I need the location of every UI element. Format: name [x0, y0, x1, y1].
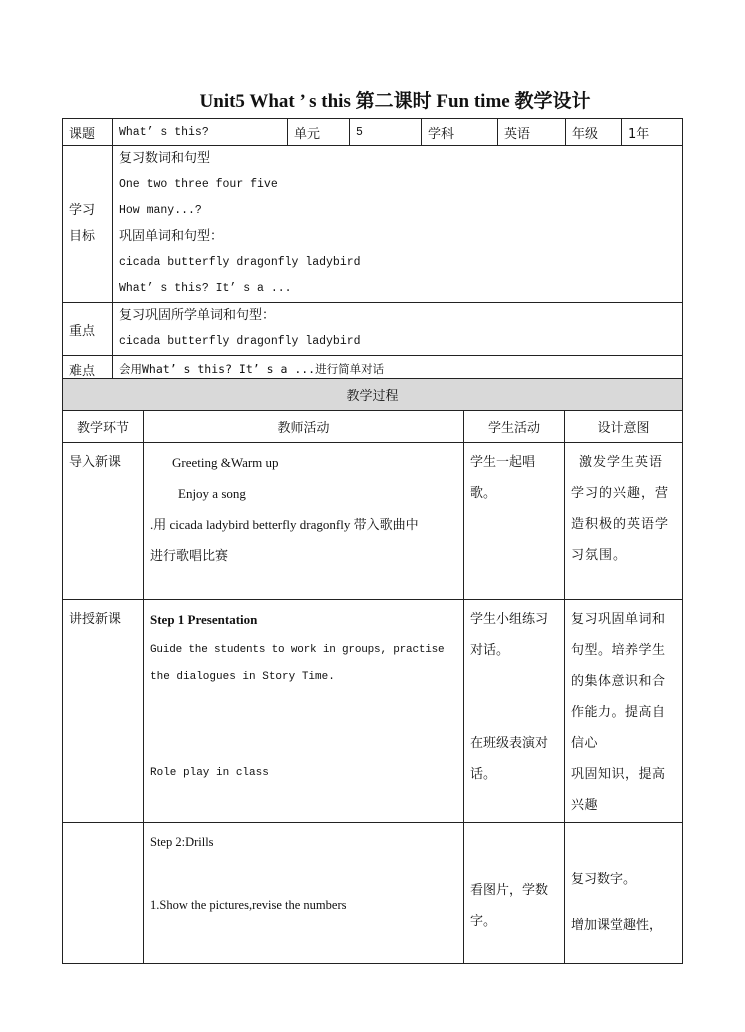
step-title: Step 2:Drills: [150, 835, 214, 849]
key-point-line: cicada butterfly dragonfly ladybird: [119, 335, 361, 348]
goal-line: 复习数词和句型: [119, 151, 211, 166]
intent-cell: [565, 443, 683, 600]
difficulty-label: 难点: [63, 356, 113, 383]
teacher-line: 进行歌唱比赛: [150, 548, 229, 563]
student-cell: [464, 600, 565, 823]
header-student: 学生活动: [464, 411, 565, 443]
subject-value: 英语: [498, 119, 566, 146]
intent-line: 作能力。提高自: [571, 705, 666, 720]
teacher-line: Greeting &Warm up: [172, 455, 279, 470]
info-row: [63, 119, 683, 146]
key-points-row: [63, 303, 683, 356]
grade-value: 1年: [622, 119, 683, 146]
process-row-teaching: [63, 600, 683, 823]
process-banner: 教学过程: [63, 379, 683, 411]
student-line: 字。: [470, 914, 497, 929]
student-line: 对话。: [470, 643, 510, 658]
teacher-line: Guide the students to work in groups, practise: [150, 644, 445, 656]
grade-label: 年级: [566, 119, 622, 146]
header-stage: 教学环节: [63, 411, 144, 443]
teacher-line: the dialogues in Story Time.: [150, 671, 335, 683]
intent-line: 复习数字。: [571, 872, 637, 887]
goals-label-line-2: 目标: [69, 229, 96, 244]
teacher-line: 1.Show the pictures,revise the numbers: [150, 898, 347, 912]
intent-line: 复习巩固单词和: [571, 612, 666, 627]
process-table: [62, 378, 683, 964]
key-points-content: [113, 303, 683, 356]
goal-line: 巩固单词和句型：: [119, 229, 224, 244]
header-teacher: 教师活动: [144, 411, 464, 443]
unit-label: 单元: [288, 119, 350, 146]
intent-line: 句型。培养学生: [571, 643, 666, 658]
student-line: 看图片，学数: [470, 883, 549, 898]
student-line: 在班级表演对: [470, 736, 549, 751]
topic-label: 课题: [63, 119, 113, 146]
intent-line: 增加课堂趣性，: [571, 918, 663, 933]
process-banner-row: [63, 379, 683, 411]
process-row-drills: [63, 823, 683, 964]
intent-cell: [565, 600, 683, 823]
teacher-cell: [144, 443, 464, 600]
intent-line: 激发学生英语: [579, 455, 664, 470]
step-title: Step 1 Presentation: [150, 612, 258, 627]
teacher-line: Enjoy a song: [178, 486, 246, 501]
goals-label: [63, 146, 113, 303]
stage-cell: [63, 823, 144, 964]
goals-label-line-1: 学习: [69, 203, 96, 218]
stage-cell: 讲授新课: [63, 600, 144, 823]
process-row-intro: [63, 443, 683, 600]
goal-line: How many...?: [119, 204, 202, 217]
student-line: 学生小组练习: [470, 612, 549, 627]
teacher-cell: [144, 823, 464, 964]
intent-line: 兴趣: [571, 798, 599, 813]
info-table: [62, 118, 683, 383]
header-intent: 设计意图: [565, 411, 683, 443]
goals-content: [113, 146, 683, 303]
difficulty-content: 会用What’ s this? It’ s a ...进行简单对话: [113, 356, 683, 383]
student-line: 话。: [470, 767, 497, 782]
intent-line: 造积极的英语学: [571, 517, 670, 532]
intent-line: 巩固知识，提高: [571, 767, 666, 782]
intent-cell: [565, 823, 683, 964]
intent-line: 的集体意识和合: [571, 674, 666, 689]
process-header-row: [63, 411, 683, 443]
intent-line: 信心: [571, 736, 599, 751]
stage-cell: 导入新课: [63, 443, 144, 600]
student-cell: 学生一起唱歌。: [464, 443, 565, 600]
student-cell: [464, 823, 565, 964]
teacher-line: Role play in class: [150, 767, 269, 779]
teacher-line: .用 cicada ladybird betterfly dragonfly 带入歌曲中: [150, 517, 419, 532]
teacher-cell: [144, 600, 464, 823]
subject-label: 学科: [422, 119, 498, 146]
intent-line: 习氛围。: [571, 548, 628, 563]
goals-row: [63, 146, 683, 303]
topic-value: What’ s this?: [113, 119, 288, 146]
key-points-label: 重点: [63, 303, 113, 356]
page-title: Unit5 What ’ s this 第二课时 Fun time 教学设计: [199, 91, 591, 112]
goal-line: cicada butterfly dragonfly ladybird: [119, 256, 361, 269]
goal-line: One two three four five: [119, 178, 278, 191]
goal-line: What’ s this? It’ s a ...: [119, 282, 292, 295]
unit-value: 5: [350, 119, 422, 146]
key-point-line: 复习巩固所学单词和句型：: [119, 308, 276, 323]
intent-line: 学习的兴趣，营: [571, 486, 670, 501]
